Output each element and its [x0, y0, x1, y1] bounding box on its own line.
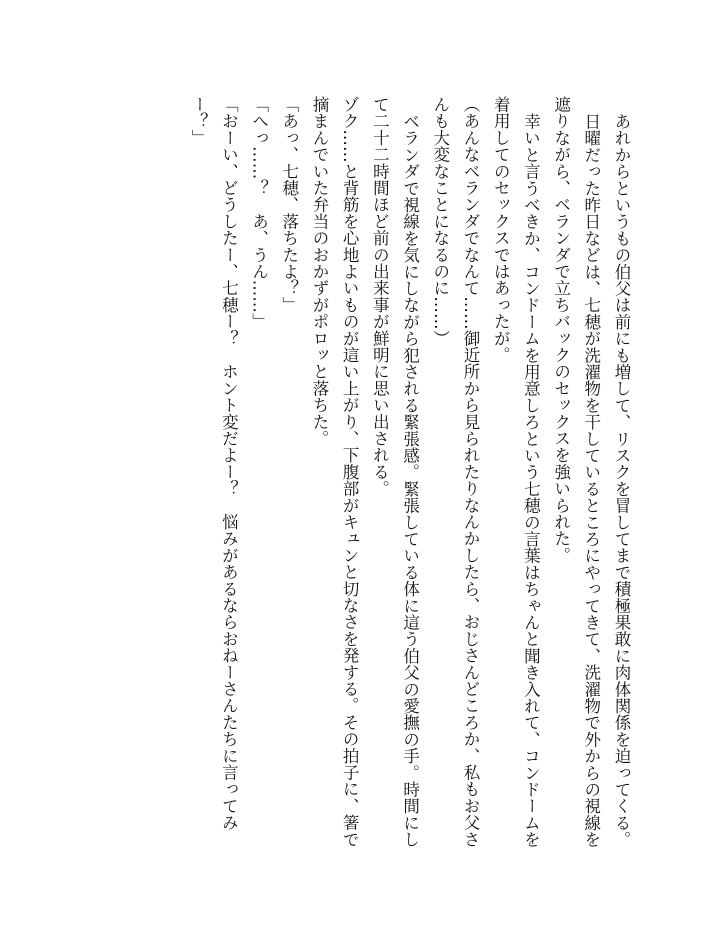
paragraph-6: ゾク……と背筋を心地よいものが這い上がり、下腹部がキュンと切なさを発する。その拍子に、箸で摘まんでいた弁当のおかずがポロッと落ちた。 [309, 96, 360, 848]
dialogue-1: 「あっ、七穂、落ちたよ？」 [279, 96, 299, 314]
paragraph-2: 日曜だった昨日などは、七穂が洗濯物を干しているところにやってきて、洗濯物で外からの視線を遮りながら、ベランダで立ちバックのセックスを強いられた。 [551, 96, 601, 848]
paragraph-5: ベランダで視線を気にしながら犯される緊張感。緊張している体に這う伯父の愛撫の手。時間にして二十二時間ほど前の出来事が鮮明に思い出される。 [370, 96, 420, 848]
paragraph-3: 幸いと言うべきか、コンドームを用意しろという七穂の言葉はちゃんと聞き入れて、コンドームを着用してのセックスではあったが。 [491, 96, 541, 848]
paragraph-1: あれからというもの伯父は前にも増して、リスクを冒してまで積極果敢に肉体関係を迫ってくる。 [612, 112, 631, 848]
vertical-text-body [183, 96, 636, 856]
paragraph-4-thought: （あんなベランダでなんて……御近所から見られたりなんかしたら、おじさんどころか、私もお父さんも大変なことになるのに……） [430, 96, 480, 848]
dialogue-3: 「おーい、どうしたー、七穂ー？ ホント変だよー？ 悩みがあるならおねーさんたちに言ってみー？」 [189, 96, 239, 831]
dialogue-2: 「へっ……？ あ、うん……」 [249, 96, 269, 330]
